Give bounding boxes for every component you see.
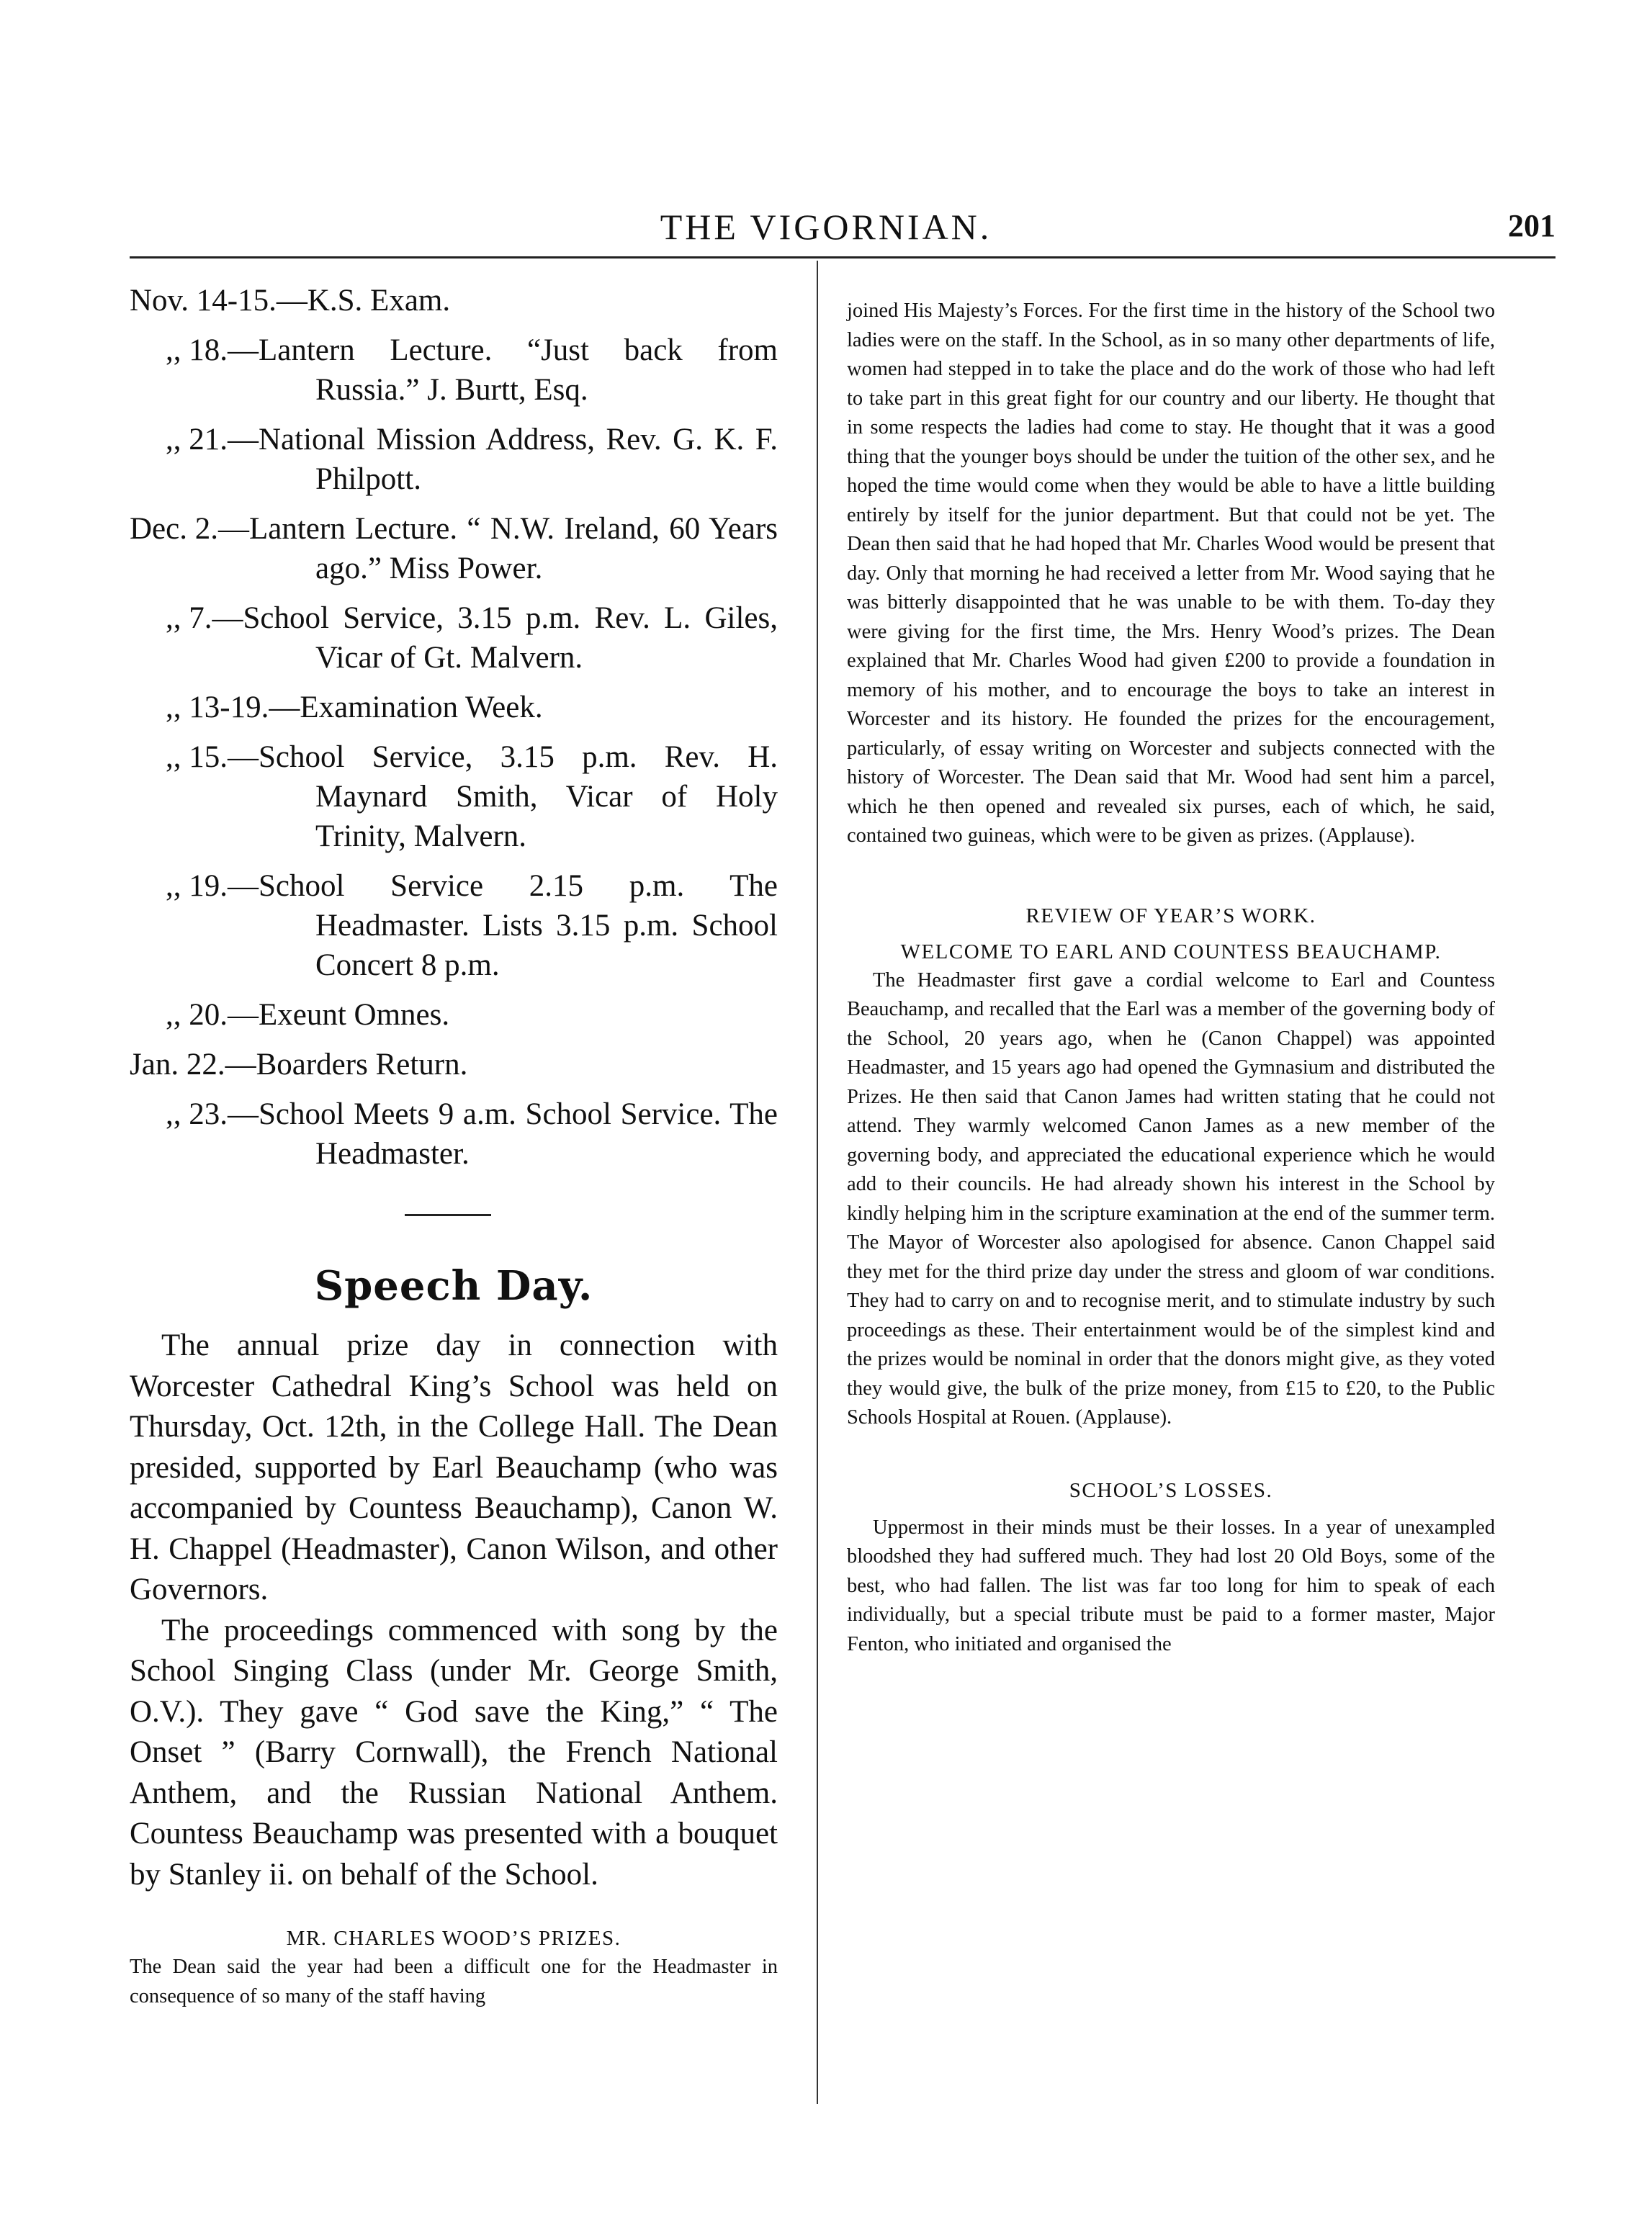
spacer: [847, 1433, 1495, 1476]
column-divider: [817, 261, 818, 2104]
speech-day-heading: Speech Day.: [314, 1262, 593, 1310]
calendar-entry: [130, 509, 778, 588]
calendar-entry: [130, 1094, 778, 1174]
welcome-heading: WELCOME TO EARL AND COUNTESS BEAUCHAMP.: [900, 940, 1442, 963]
calendar-entry: [130, 330, 778, 410]
prizes-paragraph-continued: joined His Majesty’s Forces. For the first time in the history of the School two ladies were on the staff. In the School, as in so many other departments of life, women had stepped in to take the place and do the work of those who had left to take part in this great fight for our country and our liberty. He thought that in some respects the ladies had come to stay. He thought that it was a good thing that the younger boys should be under the tuition of the other sex, and he hoped the time would come when they would be able to have a little building entirely by itself for the junior department. But that could not be yet. The Dean then said that he had hoped that Mr. Charles Wood would be present that day. Only that morning he had received a letter from Mr. Wood saying that he was bitterly disappointed that he was unable to be with them. To-day they were giving for the first time, the Mrs. Henry Wood’s prizes. The Dean explained that Mr. Charles Wood had given £200 to provide a foundation in memory of his mother, and to encourage the boys to take an interest in Worcester and its history. He founded the prizes for the encouragement, particularly, of essay writing on Worcester and subjects connected with the history of Worcester. The Dean said that Mr. Wood had sent him a parcel, which he then opened and revealed six purses, each of which, he said, contained two guineas, which were to be given as prizes. (Applause).: [847, 300, 1495, 847]
calendar-entry: [130, 281, 778, 320]
calendar-date: ,, 23.: [166, 1097, 228, 1131]
prizes-paragraph-start: The Dean said the year had been a difficult one for the Headmaster in consequence of so many of the staff having: [130, 1956, 778, 2007]
losses-heading: SCHOOL’S LOSSES.: [1069, 1478, 1273, 1502]
right-column: [847, 297, 1495, 1659]
calendar-date: ,, 19.: [166, 869, 228, 903]
spacer: [130, 1895, 778, 1924]
calendar-text: —School Meets 9 a.m. School Service. The Headmaster.: [228, 1097, 778, 1171]
review-paragraph: The Headmaster first gave a cordial welcome to Earl and Countess Beauchamp, and recalled that the Earl was a member of the governing body of the School, 20 years ago, when he (Canon Chappel) was appointed Headmaster, and 15 years ago had opened the Gymnasium and distributed the Prizes. He then said that Canon James had written stating that he could not attend. They warmly welcomed Canon James as a new member of the governing body, and appreciated the educational experience which he would add to their councils. He had already shown his interest in the School by kindly helping him in the scripture examination at the end of the summer term. The Mayor of Worcester also apologised for absence. Canon Chappel said they met for the third prize day under the stress and gloom of war conditions. They had to carry on and to recognise merit, and to stimulate industry by such proceedings as these. Their entertainment would be of the simplest kind and the prizes would be nominal in order that the donors might give, as they voted they would give, the bulk of the prize money, from £15 to £20, to the Public Schools Hospital at Rouen. (Applause).: [847, 968, 1495, 1429]
calendar-date: ,, 13-19.: [166, 691, 269, 724]
section-divider: [405, 1214, 491, 1216]
calendar-entry: [130, 420, 778, 499]
running-header-title: THE VIGORNIAN.: [660, 207, 992, 247]
spacer: [847, 1505, 1495, 1514]
calendar-entry: [130, 866, 778, 985]
calendar-date: ,, 18.: [166, 333, 228, 367]
calendar-text: —School Service 2.15 p.m. The Headmaster. Lists 3.15 p.m. School Concert 8 p.m.: [228, 869, 778, 982]
spacer: [847, 851, 1495, 901]
page-number: 201: [1508, 208, 1556, 243]
losses-paragraph: Uppermost in their minds must be their losses. In a year of unexampled bloodshed they had suffered much. They had lost 20 Old Boys, some of the best, who had fallen. The list was far too long for him to speak of each individually, but a special tribute must be paid to a former master, Major Fenton, who initiated and organised the: [847, 1516, 1495, 1655]
calendar-text: —Lantern Lecture. “ N.W. Ireland, 60 Years ago.” Miss Power.: [217, 512, 778, 585]
calendar-text: —Lantern Lecture. “Just back from Russia.” J. Burtt, Esq.: [228, 333, 778, 407]
review-heading: REVIEW OF YEAR’S WORK.: [1025, 904, 1316, 927]
speech-day-paragraph-2: The proceedings commenced with song by the School Singing Class (under Mr. George Smith, O.V.). They gave “ God save the King,” “ The Onset ” (Barry Cornwall), the French National Anthem, and the Russian National Anthem. Countess Beauchamp was presented with a bouquet by Stanley ii. on behalf of the School.: [130, 1613, 778, 1892]
speech-day-paragraph-1: The annual prize day in connection with Worcester Cathedral King’s School was held on Thursday, Oct. 12th, in the College Hall. The Dean presided, supported by Earl Beauchamp (who was accompanied by Countess Beauchamp), Canon W. H. Chappel (Headmaster), Canon Wilson, and other Governors.: [130, 1328, 778, 1606]
prizes-heading: MR. CHARLES WOOD’S PRIZES.: [286, 1927, 621, 1950]
calendar-entry: [130, 737, 778, 856]
calendar-date: Dec. 2.: [130, 512, 218, 546]
calendar-date: ,, 20.: [166, 998, 228, 1032]
calendar-list: [130, 281, 778, 1174]
calendar-date: Jan. 22.: [130, 1048, 225, 1081]
header-rule: [130, 256, 1556, 258]
calendar-date: Nov. 14-15.: [130, 284, 277, 318]
calendar-date: ,, 21.: [166, 423, 228, 457]
calendar-text: —Boarders Return.: [225, 1048, 468, 1081]
left-column: [130, 281, 778, 2011]
calendar-text: —School Service, 3.15 p.m. Rev. H. Maynard Smith, Vicar of Holy Trinity, Malvern.: [228, 740, 778, 853]
calendar-text: —Examination Week.: [269, 691, 543, 724]
calendar-text: —National Mission Address, Rev. G. K. F. Philpott.: [228, 423, 778, 496]
calendar-text: —School Service, 3.15 p.m. Rev. L. Giles, Vicar of Gt. Malvern.: [212, 601, 778, 675]
calendar-entry: [130, 598, 778, 678]
calendar-entry: [130, 995, 778, 1035]
calendar-text: —K.S. Exam.: [276, 284, 451, 318]
calendar-date: ,, 7.: [166, 601, 212, 635]
calendar-entry: [130, 688, 778, 727]
calendar-entry: [130, 1045, 778, 1084]
calendar-date: ,, 15.: [166, 740, 228, 774]
spacer: [847, 930, 1495, 937]
calendar-text: —Exeunt Omnes.: [228, 998, 450, 1032]
